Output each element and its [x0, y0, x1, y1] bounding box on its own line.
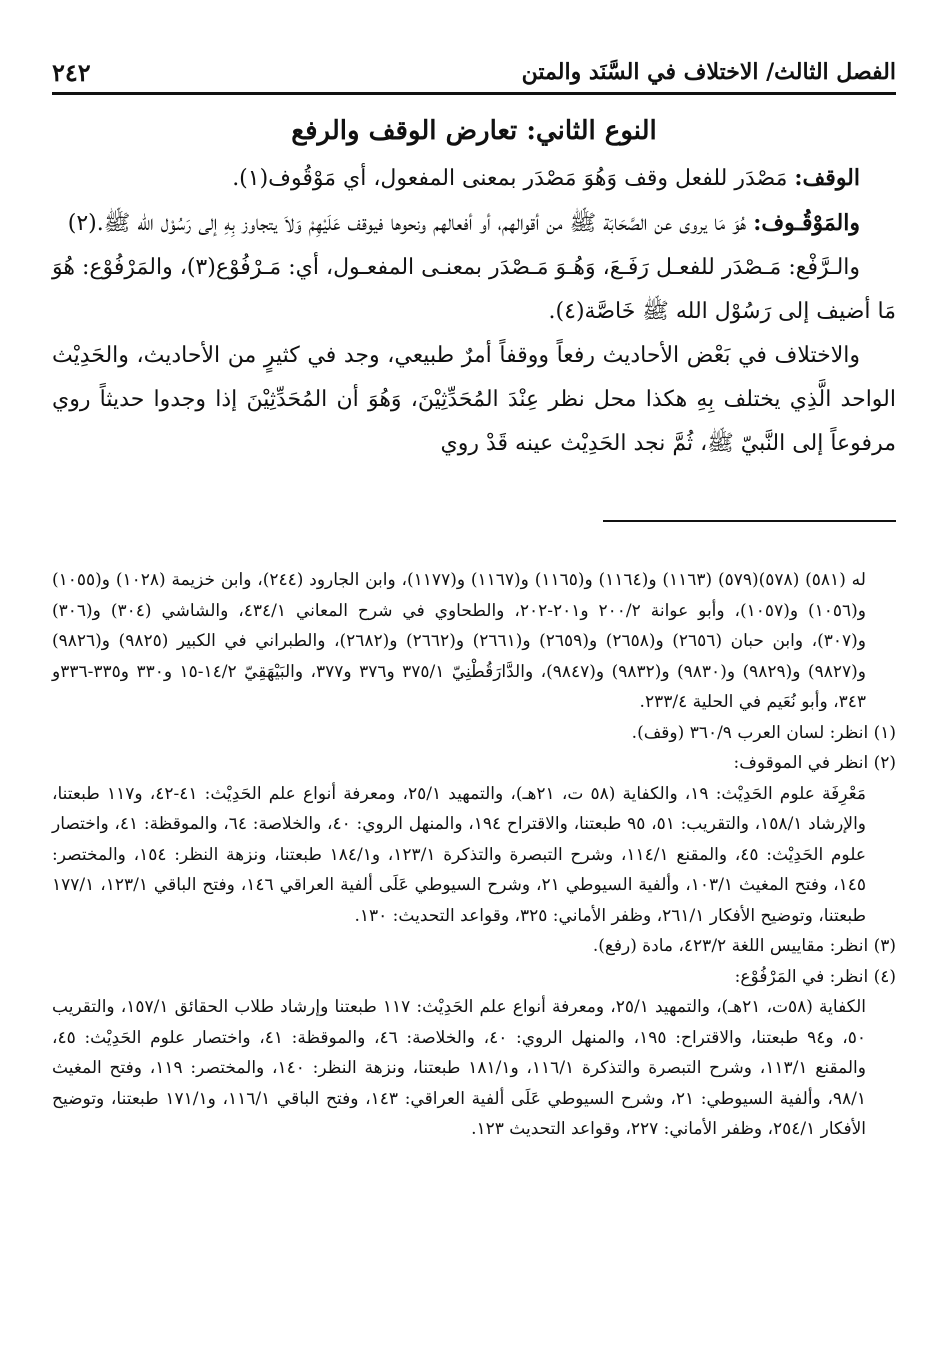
paragraph-text: والاختلاف في بَعْض الأحاديث رفعاً ووقفاً أمرٌ طبيعي، وجد في كثيرٍ من الأحاديث، والحَدِيْث الواحد الَّذِي يختلف بِهِ هكذا محل نظر عِنْدَ المُحَدِّثِيْنَ، وَهُوَ أن المُحَدِّثِيْنَ إذا وجدوا حديثاً روي مرفوعاً إلى النَّبيّ ﷺ، ثُمَّ نجد الحَدِيْث عينه قَدْ روي [52, 343, 896, 456]
paragraph-text: مَصْدَر للفعل وقف وَهُوَ مَصْدَر بمعنى المفعول، أي مَوْقُوف(١). [232, 166, 795, 191]
paragraph-text: والـرَّفْع: مَـصْدَر للفعـل رَفَـعَ، وَهُـوَ مَـصْدَر بمعنـى المفعـول، أي: مَـرْفُوْع(٣)، والمَرْفُوْع: هُوَ مَا أضيف إلى رَسُوْل الله ﷺ خَاصَّة(٤). [52, 255, 896, 324]
footnote-1: (١) انظر: لسان العرب ٣٦٠/٩ (وقف). [631, 722, 896, 743]
footnote-2-body: مَعْرِفَة علوم الحَدِيْث: ١٩، والكفاية (٥٨ ت، ٢١هـ)، والتمهيد ٢٥/١، ومعرفة أنواع علم الحَدِيْث: ٤١-٤٢، و١١٧ طبعتنا، والإرشاد ١٥٨/١، والتقريب: ٥١، ٩٥ طبعتنا، والاقتراح ١٩٤، والمنهل الروي: ٤٠، والخلاصة: ٦٤، والموقظة: ٤١، واختصار علوم الحَدِيْث: ٤٥، والمقنع ١١٤/١، وشرح التبصرة والتذكرة ١٢٣/١، و١٨٤/١ طبعتنا، ونزهة النظر: ١٥٤، والمختصر: ١٤٥، وفتح المغيث ١٠٣/١، وألفية السيوطي ٢١، وشرح السيوطي عَلَى ألفية العراقي ١٤٦، وفتح الباقي ١٢٣/١، ١٧٧/١ طبعتنا، وتوضيح الأفكار ٢٦١/١، وظفر الأماني: ٣٢٥، وقواعد التحديث: ١٣٠. [52, 783, 866, 926]
page-number: ٢٤٢ [52, 57, 91, 87]
footnote-4-body: الكفاية (٥٨ت، ٢١هـ)، والتمهيد ٢٥/١، ومعرفة أنواع علم الحَدِيْث: ١١٧ طبعتنا وإرشاد طلاب الحقائق ١٥٧/١، والتقريب ٥٠، و٩٤ طبعتنا، والاقتراح: ١٩٥، والمنهل الروي: ٤٠، والخلاصة: ٤٦، والموقظة: ٤١، واختصار علوم الحَدِيْث: ٤٥، والمقنع ١١٣/١، وشرح التبصرة والتذكرة ١١٦/١، و١٨١/١ طبعتنا، ونزهة النظر: ١٤٠، والمختصر: ١١٩، وفتح المغيث ٩٨/١، وألفية السيوطي: ٢١، وشرح السيوطي عَلَى ألفية العراقي: ١٤٣، وفتح الباقي ١١٦/١، و١٧١/١ طبعتنا، وتوضيح الأفكار ٢٥٤/١، وظفر الأماني: ٢٢٧، وقواعد التحديث ١٢٣. [52, 997, 867, 1139]
footnote-2-head: (٢) انظر في الموقوف: [733, 753, 896, 773]
paragraph-ikhtilaf [52, 334, 896, 466]
main-text [52, 108, 896, 466]
footnote-4-head: (٤) انظر: في المَرْفُوْع: [734, 966, 896, 987]
paragraph-raf [52, 246, 896, 334]
paragraph-waqf [52, 156, 896, 201]
chapter-title: الفصل الثالث/ الاختلاف في السَّنَد والمتن [521, 59, 896, 85]
running-header [52, 52, 896, 95]
footnote-divider [603, 520, 896, 522]
paragraph-mawquf [52, 201, 896, 246]
term-waqf: الوقف: [794, 165, 860, 191]
footnotes [52, 565, 896, 1145]
footnote-3: (٣) انظر: مقاييس اللغة ٤٢٣/٢، مادة (رفع). [592, 936, 896, 956]
footnote-carryover: له (٥٨١) (٥٧٨)(٥٧٩) (١١٦٣) و(١١٦٤) و(١١٦٥) و(١١٦٧) و(١١٧٧)، وابن الجارود (٢٤٤)، وابن خزيمة (١٠٢٨) و(١٠٥٥) و(١٠٥٦) و(١٠٥٧)، وأبو عوانة ٢٠٠/٢ و٢٠١-٢٠٢، والطحاوي في شرح المعاني ٤٣٤/١، والشاشي (٣٠٤) و(٣٠٦) و(٣٠٧)، وابن حبان (٢٦٥٦) و(٢٦٥٨) و(٢٦٥٩) و(٢٦٦١) و(٢٦٦٢) و(٢٦٨٢)، والطبراني في الكبير (٩٨٢٥) و(٩٨٢٦) و(٩٨٢٧) و(٩٨٢٩) و(٩٨٣٠) و(٩٨٣٢) و(٩٨٤٧)، والدَّارَقُطْنِيّ ٣٧٥/١ و٣٧٦ و٣٧٧، والبَيْهَقِيّ ١٤/٢-١٥ و٣٣٠ و٣٣٥-٣٣٦و ٣٤٣، وأبو نُعَيم في الحلية ٢٣٣/٤. [52, 570, 866, 712]
paragraph-text: هُوَ مَا يروى عن الصَّحَابَة ﷺ من أقوالهم، أو أفعالهم ونحوها فيوقف عَلَيْهِمْ وَلاَ يتجاوز بِهِ إلى رَسُوْل الله ﷺ.(٢) [67, 211, 754, 236]
section-title: النوع الثاني: تعارض الوقف والرفع [291, 116, 657, 146]
term-mawquf: والمَوْقُـوف: [753, 210, 860, 236]
